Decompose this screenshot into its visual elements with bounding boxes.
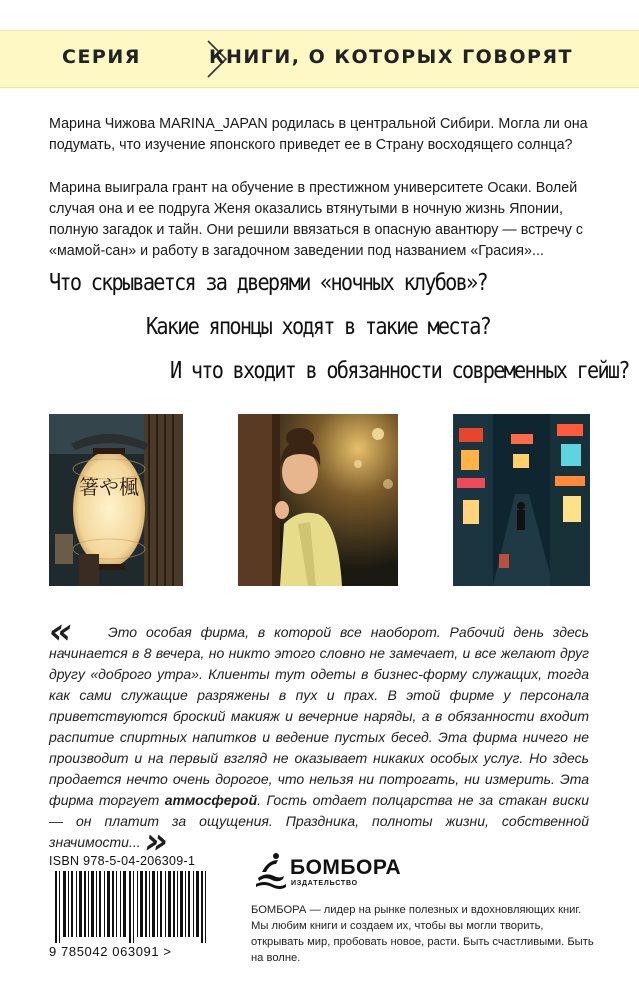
series-banner bbox=[0, 30, 639, 88]
barcode bbox=[49, 871, 219, 943]
quote-body-2: . Гость отдает полцарства не за стакан виски — он платит за ощущения. Праздника, полноты жизни, собственной значимости... bbox=[49, 792, 590, 850]
publisher-description: БОМБОРА — лидер на рынке полезных и вдохновляющих книг. Мы любим книги и создаем их, чтобы вы могли творить, открывать мир, пробовать новое, расти. Быть счастливыми. Быть на волне. bbox=[251, 904, 594, 964]
photo-woman-kimono bbox=[238, 414, 398, 586]
quote-close-mark: » bbox=[144, 821, 168, 862]
quote-bold-word: атмосферой bbox=[164, 792, 258, 808]
quote-body-1: Это особая фирма, в которой все наоборот. Рабочий день здесь начинается в 8 вечера, но никто этого словно не замечает, и все желают друг другу «доброго утра». Клиенты тут одеты в бизнес-форму служащих, тогда как сами служащие разряжены в пух и прах. В этой фирме у персонала приветствуются броский макияж и вечерние наряды, а в обязанности входит распитие спиртных напитков и ведение пустых бесед. Эта фирма ничего не производит и на первый взгляд не оказывает никаких особых услуг. Но здесь продается нечто очень дорогое, что нельзя ни потрогать, ни измерить. Эта фирма торгует bbox=[49, 624, 589, 808]
intro-paragraph-2: Марина выиграла грант на обучение в престижном университете Осаки. Волей случая она и ее подруга Женя оказались втянутыми в ночную жизнь Японии, полную загадок и тайн. Они решили ввязаться в опасную авантюру — встречу с «мамой-сан» и работу в загадочном заведении под названием «Грасия»... bbox=[49, 180, 583, 259]
lantern-calligraphy: 箸や楓 bbox=[79, 475, 139, 499]
photo-lantern bbox=[49, 414, 183, 586]
isbn-label: ISBN 978-5-04-206309-1 bbox=[49, 854, 196, 868]
quote-open-mark: « bbox=[49, 611, 73, 652]
question-1: Что скрывается за дверями «ночных клубов»? bbox=[49, 270, 487, 296]
series-name: КНИГИ, О КОТОРЫХ ГОВОРЯТ bbox=[208, 46, 573, 68]
bombora-logo-icon bbox=[250, 850, 290, 890]
question-2: Какие японцы ходят в такие места? bbox=[146, 314, 491, 340]
intro-paragraph-1: Марина Чижова MARINA_JAPAN родилась в центральной Сибири. Могла ли она подумать, что изучение японского приведет ее в Страну восходящего солнца? bbox=[49, 116, 588, 153]
series-label: СЕРИЯ bbox=[62, 46, 141, 68]
barcode-digits: 9 785042 063091 > bbox=[49, 944, 172, 959]
question-3: И что входит в обязанности современных гейш? bbox=[170, 358, 629, 384]
publisher-logo-sub: ИЗДАТЕЛЬСТВО bbox=[291, 880, 358, 887]
publisher-logo-name: БОМБОРА bbox=[290, 856, 402, 879]
photo-night-alley bbox=[453, 414, 590, 586]
